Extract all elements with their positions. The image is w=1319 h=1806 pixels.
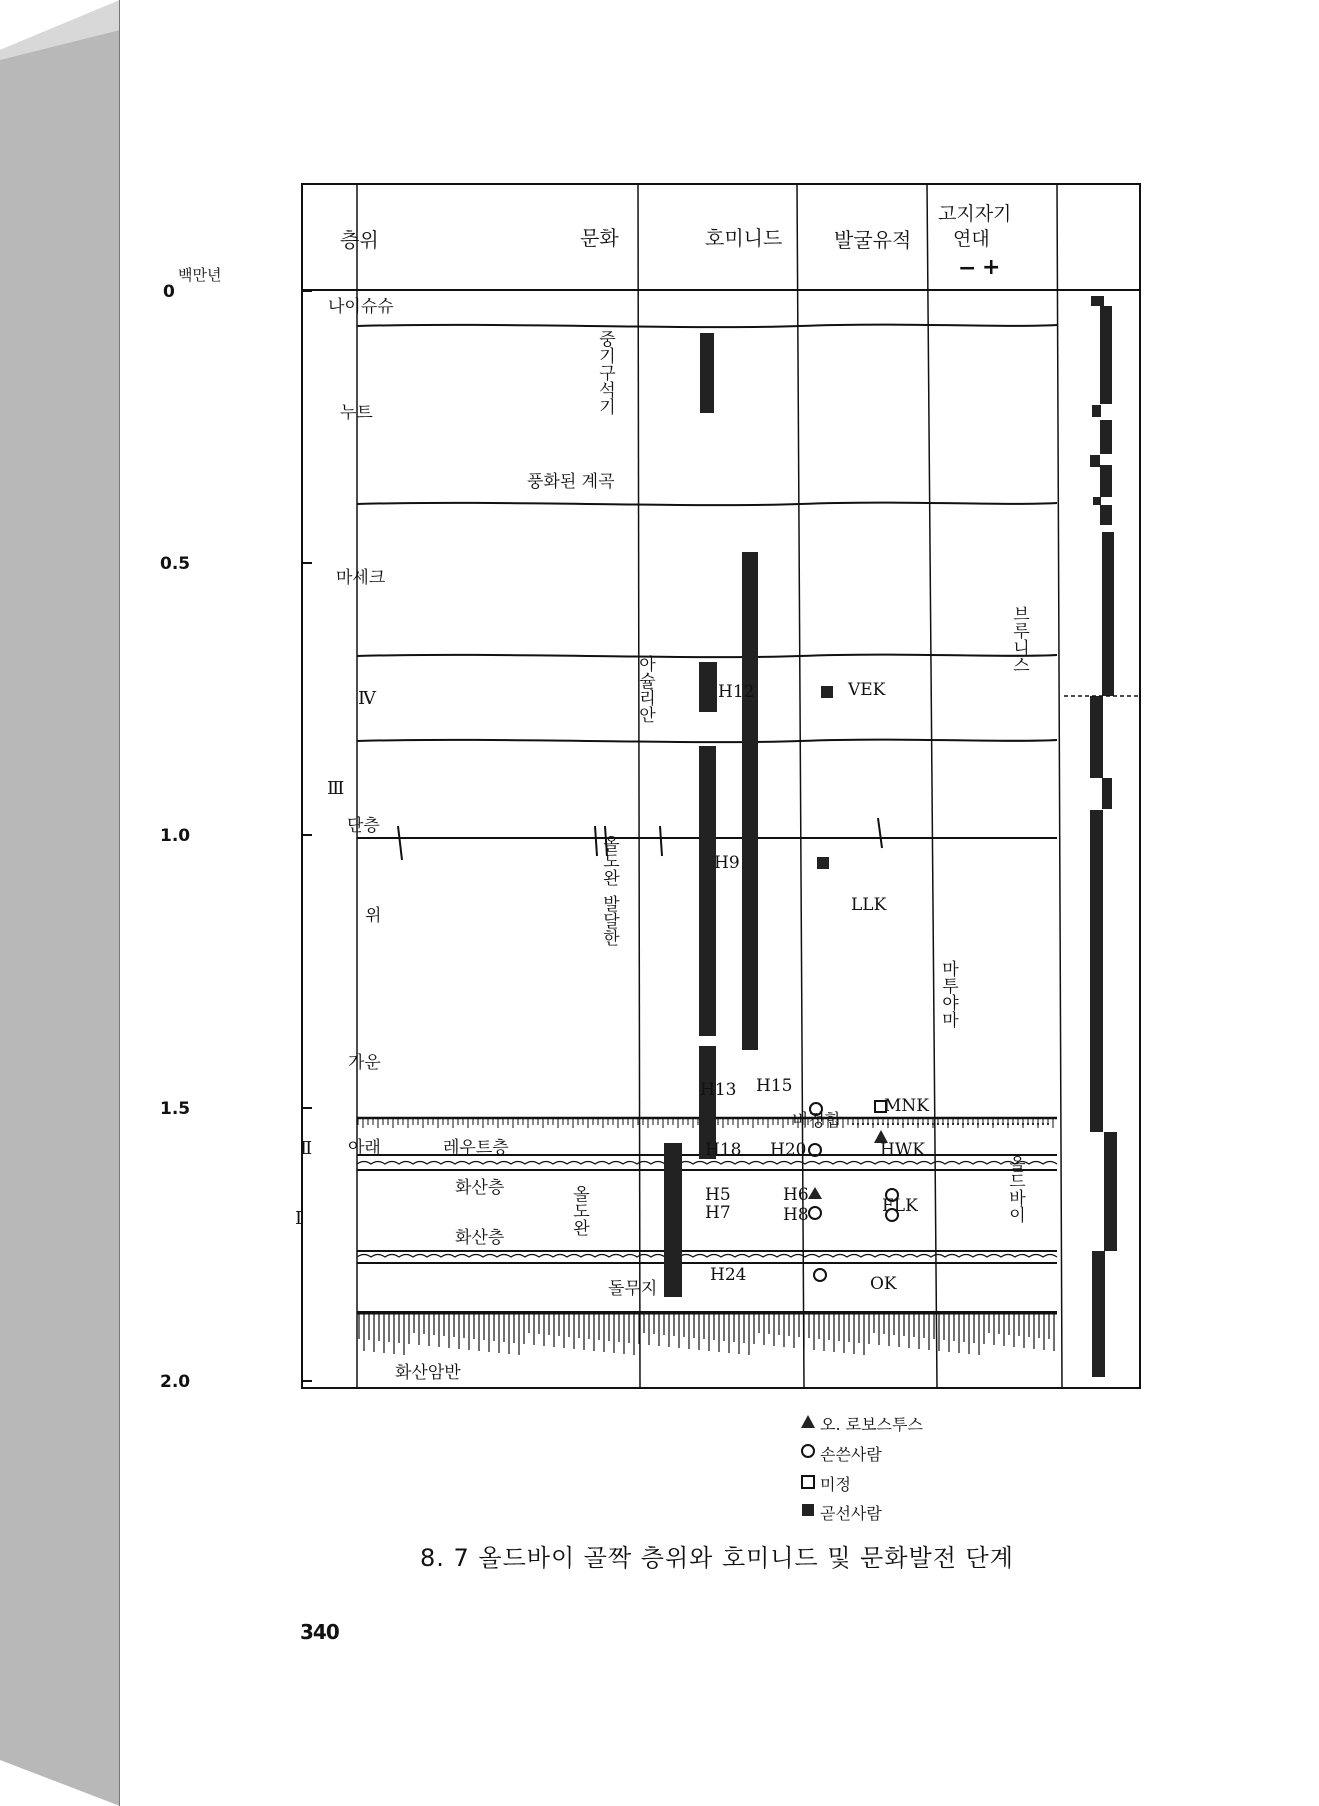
layer-bed-iii: Ⅲ xyxy=(327,778,345,799)
polarity-positive: + xyxy=(982,255,1001,280)
tick-0-5: 0.5 xyxy=(160,554,191,574)
paleomag-matuyama: 마투야마 xyxy=(938,960,958,1028)
layer-fault: 단층 xyxy=(347,816,380,836)
hominid-h20: H20 xyxy=(770,1140,807,1160)
layer-masek: 마세크 xyxy=(336,568,386,588)
layer-bed-iv: Ⅳ xyxy=(358,688,376,709)
polarity-negative: − xyxy=(958,256,977,281)
layer-weathered: 풍화된 계곡 xyxy=(527,472,615,492)
tick-0: 0 xyxy=(163,282,175,302)
legend-item-habilis: 손쓴사람 xyxy=(820,1445,882,1464)
tick-1-5: 1.5 xyxy=(160,1099,191,1119)
legend-item-robustus: 오. 로보스투스 xyxy=(820,1415,923,1434)
hominid-h15: H15 xyxy=(756,1076,793,1096)
layer-middle: 가운 xyxy=(348,1053,381,1073)
layer-lower: 아래 xyxy=(348,1138,381,1158)
layer-volcanic-2: 화산층 xyxy=(455,1228,505,1248)
site-mnk: MNK xyxy=(884,1096,929,1116)
layer-basalt: 화산암반 xyxy=(395,1363,461,1383)
culture-oldowan: 올도완 xyxy=(569,1185,589,1236)
header-stratigraphy: 층위 xyxy=(340,228,379,252)
tick-2-0: 2.0 xyxy=(160,1372,191,1392)
hominid-h7: H7 xyxy=(705,1203,731,1223)
layer-naisiusiu: 나이슈슈 xyxy=(328,297,394,317)
layer-tuff: 레우트층 xyxy=(443,1138,509,1158)
layer-volcanic-1: 화산층 xyxy=(455,1178,505,1198)
hominid-h5: H5 xyxy=(705,1185,731,1205)
site-llk: LLK xyxy=(851,895,887,915)
site-flk: FLK xyxy=(882,1196,918,1216)
book-spine xyxy=(0,0,125,1806)
culture-oldowan-developed: 올도완 xyxy=(599,835,619,886)
culture-developed: 발달한 xyxy=(599,895,619,946)
hominid-h6: H6 xyxy=(783,1185,809,1205)
culture-a-mark: A xyxy=(580,1081,590,1097)
site-vek: VEK xyxy=(848,680,886,700)
layer-stone: 돌무지 xyxy=(608,1279,658,1299)
site-ok: OK xyxy=(870,1274,897,1294)
stratigraphy-figure xyxy=(120,0,1319,1806)
layer-upper: 위 xyxy=(365,906,382,926)
book-page xyxy=(120,0,1319,1806)
hominid-h18: H18 xyxy=(705,1140,742,1160)
layer-bed-i: Ⅰ xyxy=(295,1208,303,1229)
paleomag-brunhes: 브루니스 xyxy=(1009,605,1029,673)
site-hwk: HWK xyxy=(880,1140,925,1160)
culture-acheulean: 아슐리안 xyxy=(635,655,655,723)
hominid-h24: H24 xyxy=(710,1265,747,1285)
legend-item-erectus: 곧선사람 xyxy=(820,1504,882,1523)
header-sites: 발굴유적 xyxy=(834,228,912,252)
layer-bed-ii: Ⅱ xyxy=(300,1138,313,1159)
unconformity-label: 비정합 xyxy=(792,1111,842,1131)
hominid-h13: H13 xyxy=(700,1080,737,1100)
tick-1-0: 1.0 xyxy=(160,826,191,846)
axis-unit: 백만년 xyxy=(178,266,222,284)
header-hominid: 호미니드 xyxy=(705,226,783,250)
figure-caption: 8. 7 올드바이 골짝 층위와 호미니드 및 문화발전 단계 xyxy=(420,1544,1014,1572)
layer-ndutu: 누트 xyxy=(340,403,373,423)
culture-msa: 중기구석기 xyxy=(595,330,615,415)
hominid-h8: H8 xyxy=(783,1205,809,1225)
legend-item-undetermined: 미정 xyxy=(820,1475,851,1494)
header-paleomag-sub: 연대 xyxy=(953,228,990,250)
page-number: 340 xyxy=(300,1620,339,1644)
hominid-h12: H12 xyxy=(718,682,755,702)
hominid-h9: H9 xyxy=(714,853,740,873)
paleomag-olduvai: 올드바이 xyxy=(1005,1155,1025,1223)
header-paleomag: 고지자기 xyxy=(938,203,1012,225)
header-culture: 문화 xyxy=(580,226,619,250)
